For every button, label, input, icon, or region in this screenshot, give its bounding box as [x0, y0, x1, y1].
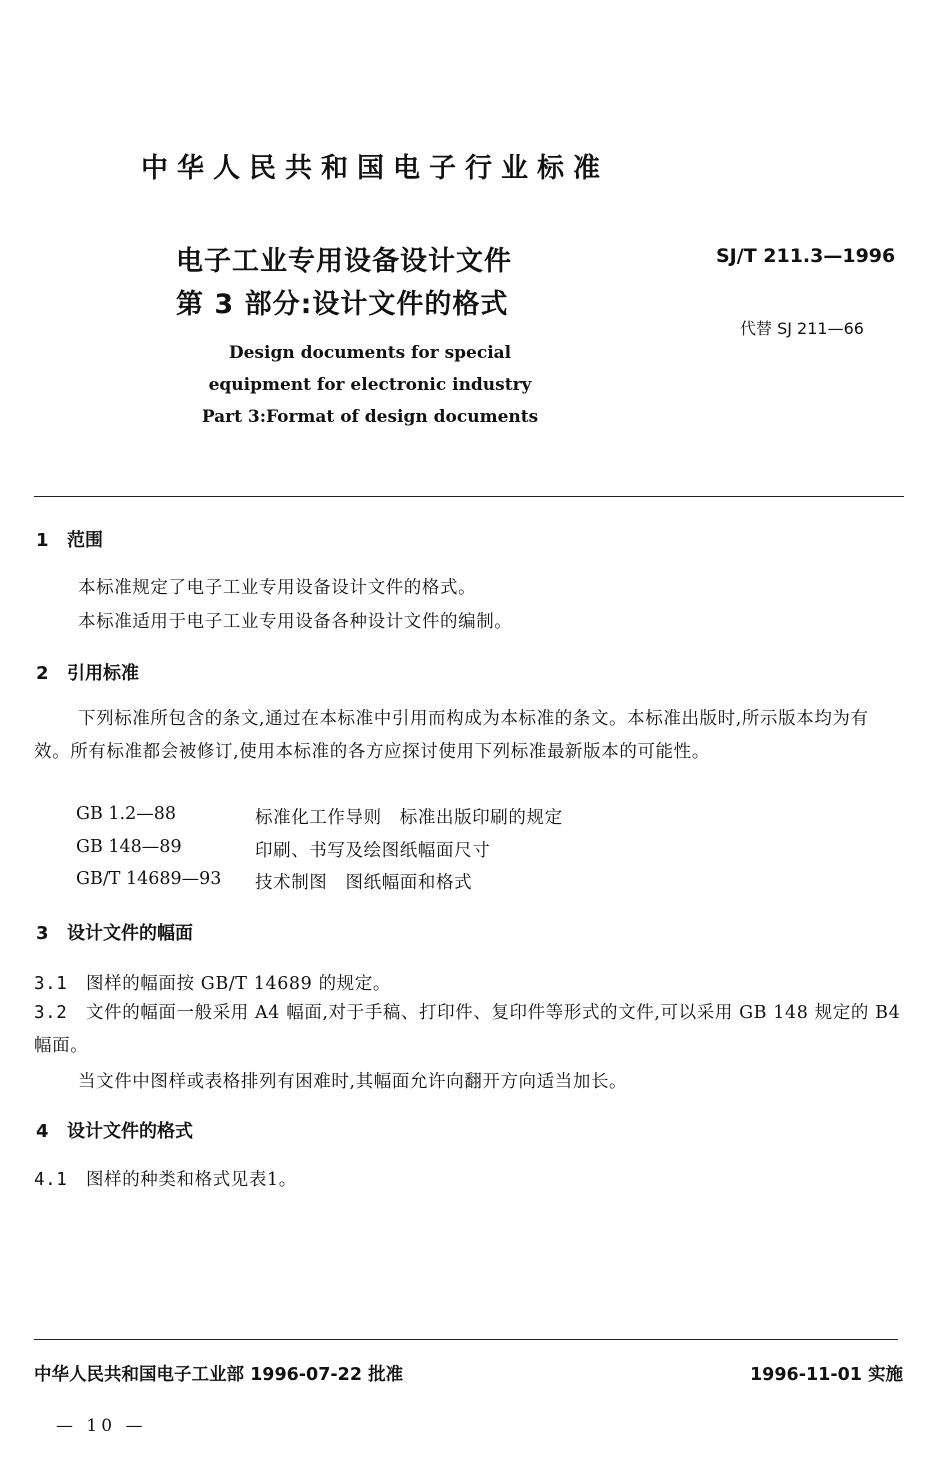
implementation-date: 1996-11-01 实施	[750, 1365, 904, 1385]
clause-text: 文件的幅面一般采用 A4 幅面,对于手稿、打印件、复印件等形式的文件,可以采用 GB 148 规定的 B4 幅面。	[34, 1003, 901, 1056]
title-en-line1: Design documents for special	[228, 343, 512, 363]
reference-title: 印刷、书写及绘图纸幅面尺寸	[255, 841, 491, 861]
section-title: 范围	[67, 530, 103, 551]
title-en-line3: Part 3:Format of design documents	[201, 407, 539, 427]
reference-title: 技术制图 图纸幅面和格式	[255, 873, 473, 893]
clause-text: 图样的幅面按 GB/T 14689 的规定。	[86, 974, 391, 994]
clause-number: 3.2	[34, 1003, 68, 1023]
section-number: 2	[36, 663, 49, 684]
title-cn-line2: 第 3 部分:设计文件的格式	[176, 289, 509, 320]
section-2-paragraph: 下列标准所包含的条文,通过在本标准中引用而构成为本标准的条文。本标准出版时,所示版本均为有效。所有标准都会被修订,使用本标准的各方应探讨使用下列标准最新版本的可能性。	[34, 709, 869, 762]
replaces-standard: 代替 SJ 211—66	[740, 319, 864, 338]
top-divider	[34, 496, 904, 497]
section-4-heading	[36, 1117, 193, 1143]
clause-3-2-paragraph: 当文件中图样或表格排列有困难时,其幅面允许向翻开方向适当加长。	[78, 1072, 628, 1092]
section-number: 4	[36, 1121, 49, 1142]
reference-code: GB/T 14689—93	[76, 869, 222, 889]
approval-line: 中华人民共和国电子工业部 1996-07-22 批准	[34, 1365, 404, 1385]
clause-3-2	[34, 997, 902, 1063]
page-number: — 10 —	[56, 1416, 147, 1436]
section-title: 设计文件的格式	[67, 1121, 193, 1142]
industry-standard-header: 中华人民共和国电子行业标准	[141, 153, 609, 184]
clause-text: 图样的种类和格式见表1。	[86, 1170, 297, 1190]
clause-3-1	[34, 970, 391, 995]
section-number: 3	[36, 923, 49, 944]
section-title: 设计文件的幅面	[67, 923, 193, 944]
clause-number: 3.1	[34, 974, 68, 994]
reference-title: 标准化工作导则 标准出版印刷的规定	[255, 808, 563, 828]
section-1-heading	[36, 526, 103, 552]
standard-number: SJ/T 211.3—1996	[716, 245, 896, 267]
section-2-heading	[36, 659, 139, 685]
bottom-divider	[34, 1339, 898, 1340]
reference-code: GB 1.2—88	[76, 804, 177, 824]
section-title: 引用标准	[67, 663, 139, 684]
clause-4-1	[34, 1166, 297, 1191]
title-en-line2: equipment for electronic industry	[208, 375, 532, 395]
clause-number: 4.1	[34, 1170, 68, 1190]
section-3-heading	[36, 919, 193, 945]
section-1-paragraph-2: 本标准适用于电子工业专用设备各种设计文件的编制。	[78, 612, 513, 632]
reference-code: GB 148—89	[76, 837, 182, 857]
section-number: 1	[36, 530, 49, 551]
section-1-paragraph-1: 本标准规定了电子工业专用设备设计文件的格式。	[78, 578, 477, 598]
title-cn-line1: 电子工业专用设备设计文件	[176, 246, 512, 277]
